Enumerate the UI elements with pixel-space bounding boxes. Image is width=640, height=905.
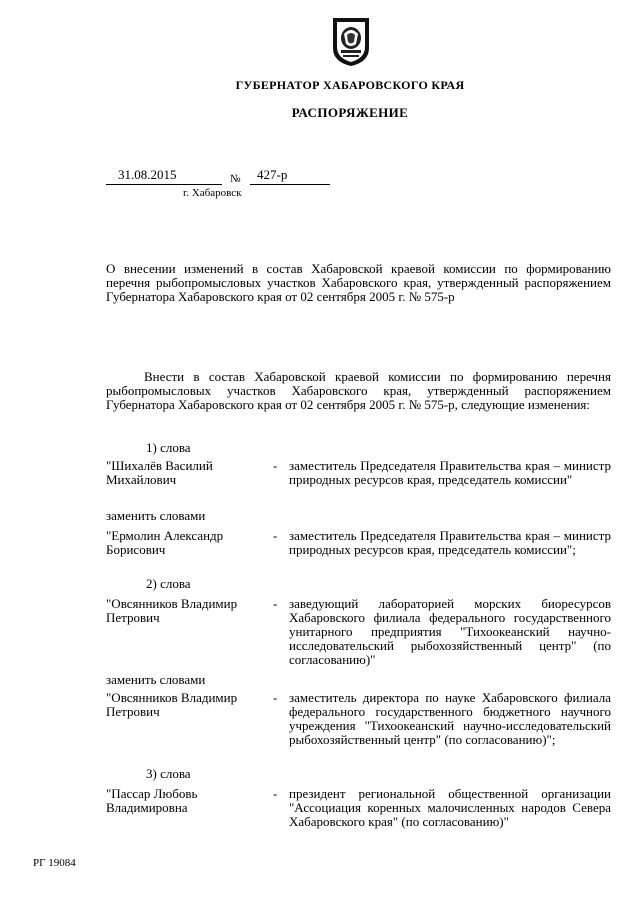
item-3-label: 3) слова [146,766,191,781]
document-number: 427-р [257,167,288,182]
number-sign: № [230,173,241,185]
item-2-label: 2) слова [146,576,191,591]
item-2-replace-label: заменить словами [106,672,206,687]
document-type: РАСПОРЯЖЕНИЕ [291,105,409,120]
number-field [250,168,330,185]
body-intro: Внести в состав Хабаровской краевой комиссии по формированию перечня рыбопромысловых участков Хабаровского края, утвержденный распоряжением Губернатора Хабаровского края от 02 сентября 2005 г. № 575-р, следующие изменения: [106,369,611,412]
item-1-replace-label: заменить словами [106,508,206,523]
document-date: 31.08.2015 [118,167,177,182]
item-2-new-dash: - [273,690,278,705]
item-2-old-dash: - [273,596,278,611]
item-3-old-name: "Пассар Любовь Владимировна [106,786,198,815]
document-city: г. Хабаровск [183,187,242,199]
item-2-new-desc: заместитель директора по науке Хабаровского филиала федерального государственного бюджетного научного учреждения "Тихоокеанский научно-исследовательский рыбохозяйственный центр" (по согласованию)"; [289,690,611,747]
item-1-new-dash: - [273,528,278,543]
document-subject: О внесении изменений в состав Хабаровской краевой комиссии по формированию перечня рыбопромысловых участков Хабаровского края, утвержденный распоряжением Губернатора Хабаровского края от 02 сентября 2005 г. № 575-р [106,261,611,304]
item-2-old-name: "Овсянников Владимир Петрович [106,596,238,625]
item-3-old-dash: - [273,786,278,801]
item-1-new-desc: заместитель Председателя Правительства края – министр природных ресурсов края, председатель комиссии"; [289,528,611,557]
coat-of-arms-icon [327,14,375,68]
item-2-new-name: "Овсянников Владимир Петрович [106,690,238,719]
item-3-old-desc: президент региональной общественной организации "Ассоциация коренных малочисленных народов Севера Хабаровского края" (по согласованию)" [289,786,611,829]
date-field [106,168,222,185]
item-1-new-name: "Ермолин Александр Борисович [106,528,224,557]
footer-code: РГ 19084 [33,857,76,869]
item-1-old-dash: - [273,458,278,473]
item-1-old-desc: заместитель Председателя Правительства края – министр природных ресурсов края, председатель комиссии" [289,458,611,487]
item-1-label: 1) слова [146,440,191,455]
item-1-old-name: "Шихалёв Василий Михайлович [106,458,213,487]
authority-title: ГУБЕРНАТОР ХАБАРОВСКОГО КРАЯ [235,78,465,92]
item-2-old-desc: заведующий лабораторией морских биоресурсов Хабаровского филиала федерального государственного унитарного предприятия "Тихоокеанский научно-исследовательский рыбохозяйственный центр" (по согласованию)" [289,596,611,667]
